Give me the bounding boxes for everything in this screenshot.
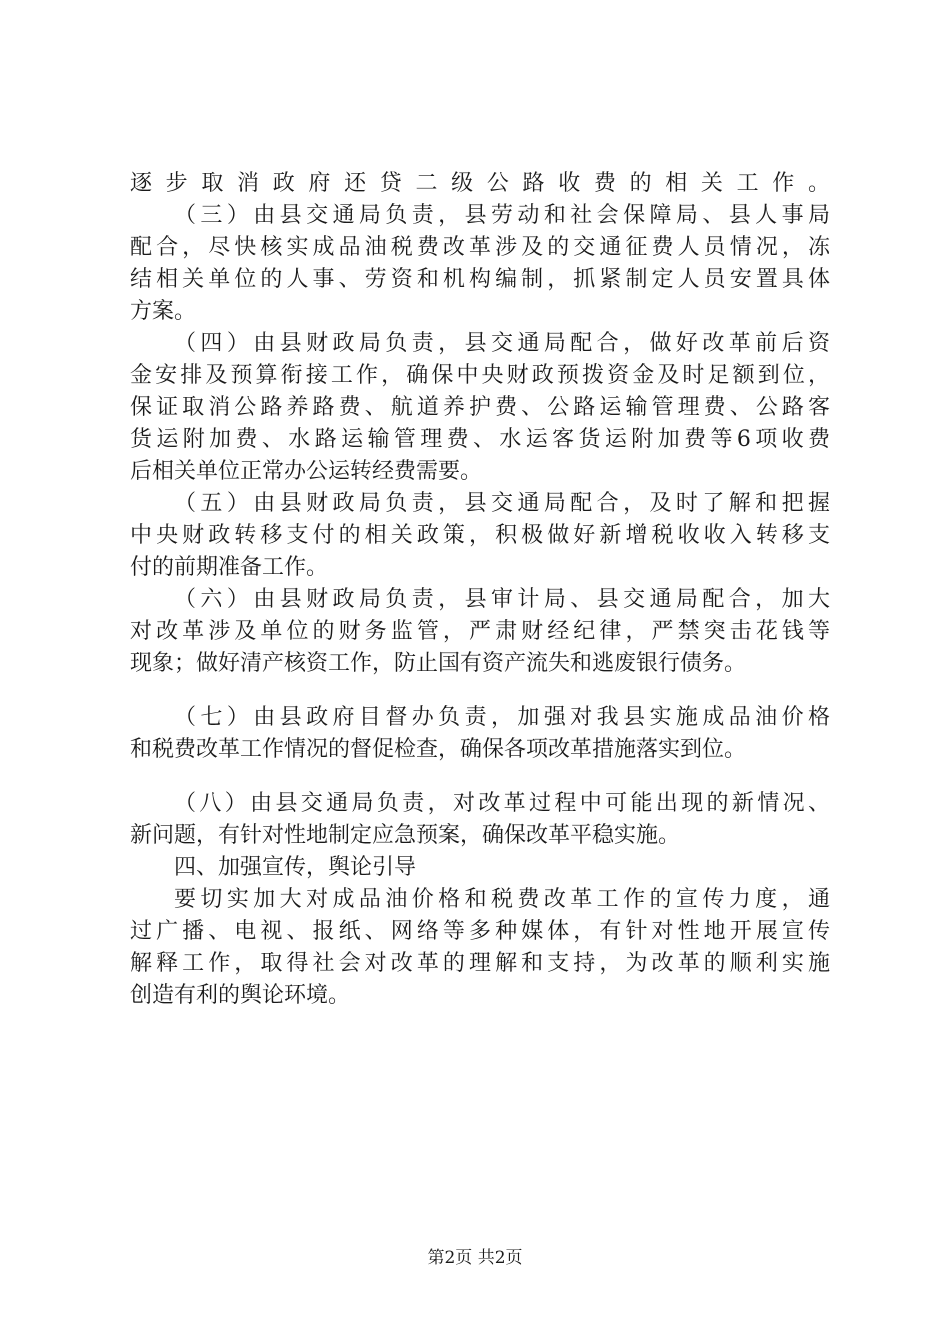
- text-line: 货运附加费、水路运输管理费、水运客货运附加费等6项收费: [130, 427, 830, 452]
- text-line: 方案。: [130, 299, 197, 324]
- text-line: 保证取消公路养路费、航道养护费、公路运输管理费、公路客: [130, 395, 830, 420]
- text-line: 付的前期准备工作。: [130, 555, 329, 580]
- text-line: 配合，尽快核实成品油税费改革涉及的交通征费人员情况，冻: [130, 235, 830, 260]
- text-line: 过广播、电视、报纸、网络等多种媒体，有针对性地开展宣传: [130, 919, 830, 944]
- text-line: 中央财政转移支付的相关政策，积极做好新增税收收入转移支: [130, 523, 830, 548]
- text-line: （八）由县交通局负责，对改革过程中可能出现的新情况、: [174, 791, 830, 816]
- text-line: 创造有利的舆论环境。: [130, 983, 351, 1008]
- body-text: [130, 168, 830, 1012]
- section-heading: 四、加强宣传，舆论引导: [174, 855, 417, 880]
- text-line: 逐步取消政府还贷二级公路收费的相关工作。: [130, 171, 830, 196]
- text-line: 金安排及预算衔接工作，确保中央财政预拨资金及时足额到位，: [130, 363, 830, 388]
- text-line: 结相关单位的人事、劳资和机构编制，抓紧制定人员安置具体: [130, 267, 830, 292]
- paragraph-gap: [130, 766, 830, 788]
- text-line: 对改革涉及单位的财务监管，严肃财经纪律，严禁突击花钱等: [130, 619, 830, 644]
- text-line: （六）由县财政局负责，县审计局、县交通局配合，加大: [174, 587, 830, 612]
- page-footer: 第2页 共2页: [427, 1248, 523, 1268]
- text-line: 新问题，有针对性地制定应急预案，确保改革平稳实施。: [130, 823, 681, 848]
- text-line: （三）由县交通局负责，县劳动和社会保障局、县人事局: [174, 203, 830, 228]
- text-line: （七）由县政府目督办负责，加强对我县实施成品油价格: [174, 705, 830, 730]
- text-line: 现象；做好清产核资工作，防止国有资产流失和逃废银行债务。: [130, 651, 747, 676]
- text-line: 和税费改革工作情况的督促检查，确保各项改革措施落实到位。: [130, 737, 747, 762]
- text-line: 要切实加大对成品油价格和税费改革工作的宣传力度，通: [174, 887, 830, 912]
- text-line: 后相关单位正常办公运转经费需要。: [130, 459, 483, 484]
- text-line: （五）由县财政局负责，县交通局配合，及时了解和把握: [174, 491, 830, 516]
- text-line: 解释工作，取得社会对改革的理解和支持，为改革的顺利实施: [130, 951, 830, 976]
- paragraph-gap: [130, 680, 830, 702]
- text-line: （四）由县财政局负责，县交通局配合，做好改革前后资: [174, 331, 830, 356]
